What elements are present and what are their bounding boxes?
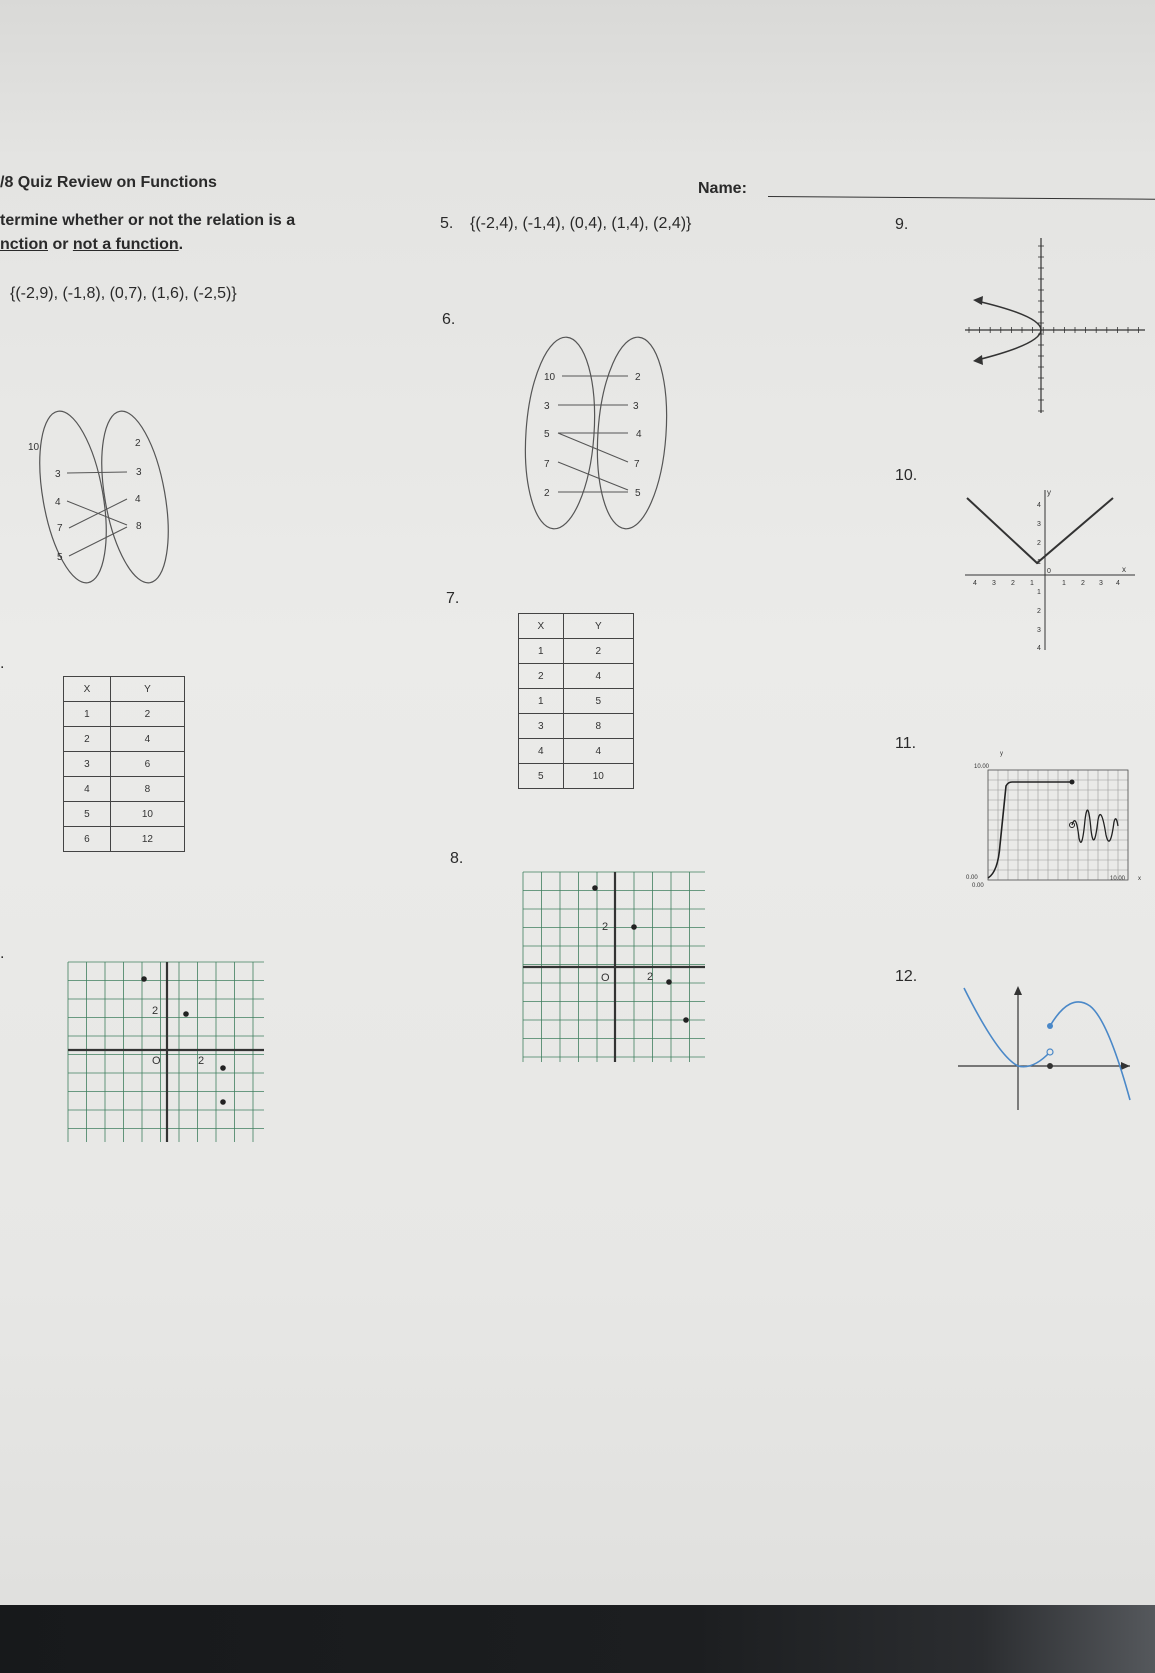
svg-text:4: 4 (1116, 580, 1120, 587)
svg-text:1: 1 (1037, 559, 1041, 566)
q7-number: 7. (446, 590, 460, 607)
table-row (519, 739, 634, 764)
table-cell: 4 (64, 777, 111, 802)
table-cell: 3 (64, 752, 111, 777)
table-cell: 1 (64, 702, 111, 727)
q4-point (220, 1065, 226, 1071)
q8-point (666, 979, 672, 985)
table-row (519, 614, 634, 639)
q11-origin-x: 0.00 (972, 883, 984, 889)
table-cell: 6 (110, 752, 184, 777)
svg-text:2: 2 (1037, 540, 1041, 547)
table-row (519, 664, 634, 689)
q4-origin: O (152, 1055, 161, 1067)
svg-text:2: 2 (1037, 608, 1041, 615)
table-cell: 2 (110, 702, 184, 727)
q4-point (183, 1011, 189, 1017)
svg-text:4: 4 (1037, 645, 1041, 652)
table-cell: 3 (519, 714, 564, 739)
q12-piecewise-curve-graph (958, 982, 1138, 1112)
q11-y-label: y (1000, 751, 1003, 757)
svg-text:0: 0 (1047, 568, 1051, 575)
q2-range-1: 3 (136, 467, 142, 478)
table-cell: 10 (110, 802, 184, 827)
q4-number: . (0, 945, 5, 962)
q6-domain-4: 2 (544, 488, 550, 499)
q6-range-1: 3 (633, 401, 639, 412)
table-surface (0, 1605, 1155, 1673)
q11-origin-y: 0.00 (966, 875, 978, 881)
q4-x-tick: 2 (198, 1055, 205, 1067)
worksheet-title: /8 Quiz Review on Functions (0, 174, 217, 191)
q8-point (592, 885, 598, 891)
q7-header-y: Y (563, 614, 633, 639)
table-row (64, 802, 185, 827)
q9-number: 9. (895, 216, 909, 233)
q2-domain-0: 10 (28, 442, 40, 453)
q4-point (220, 1099, 226, 1105)
table-row (64, 727, 185, 752)
table-row (64, 752, 185, 777)
table-row (519, 714, 634, 739)
table-cell: 6 (64, 827, 111, 852)
table-cell: 2 (519, 664, 564, 689)
q6-range-3: 7 (634, 459, 640, 470)
q12-number: 12. (895, 968, 918, 985)
q2-domain-4: 5 (57, 552, 63, 563)
q6-mapping-diagram (520, 330, 685, 535)
svg-text:1: 1 (1062, 580, 1066, 587)
q8-x-tick: 2 (647, 971, 654, 983)
q8-origin: O (601, 972, 610, 984)
q3-header-y: Y (110, 677, 184, 702)
instructions-not-function: not a function (72, 236, 179, 253)
q7-table (518, 613, 634, 789)
table-row (64, 702, 185, 727)
q6-number: 6. (442, 311, 456, 328)
instructions-period: . (178, 236, 184, 253)
q11-x-label: x (1138, 876, 1141, 882)
instructions-or: or (48, 236, 73, 253)
table-row (519, 689, 634, 714)
q7-header-x: X (519, 614, 564, 639)
table-cell: 8 (563, 714, 633, 739)
instructions-line-2 (0, 236, 183, 254)
table-row (64, 777, 185, 802)
table-cell: 4 (563, 739, 633, 764)
q3-header-x: X (64, 677, 111, 702)
svg-text:2: 2 (1011, 580, 1015, 587)
q2-range-2: 4 (135, 494, 141, 505)
table-cell: 1 (519, 639, 564, 664)
name-label: Name: (698, 180, 747, 197)
q11-number: 11. (895, 735, 917, 752)
q8-number: 8. (450, 850, 464, 867)
svg-text:3: 3 (1037, 521, 1041, 528)
svg-text:4: 4 (1037, 502, 1041, 509)
q8-y-tick: 2 (602, 921, 609, 933)
table-cell: 4 (563, 664, 633, 689)
svg-text:4: 4 (973, 580, 977, 587)
svg-text:3: 3 (1037, 627, 1041, 634)
table-cell: 5 (563, 689, 633, 714)
q8-point-grid (523, 872, 705, 1062)
q5-number: 5. (440, 215, 454, 232)
table-cell: 10 (563, 764, 633, 789)
table-cell: 5 (64, 802, 111, 827)
q11-piecewise-graph (960, 750, 1150, 895)
q10-absolute-value-graph (965, 490, 1135, 650)
q3-number: . (0, 655, 5, 672)
q3-table (63, 676, 185, 852)
instructions-line-1: termine whether or not the relation is a (0, 212, 296, 229)
q11-y-top: 10.00 (974, 764, 990, 770)
q2-range-3: 8 (136, 521, 142, 532)
q10-x-axis-label: x (1122, 565, 1126, 574)
q6-range-2: 4 (636, 429, 642, 440)
q6-range-0: 2 (635, 372, 641, 383)
table-cell: 8 (110, 777, 184, 802)
q10-number: 10. (895, 467, 918, 484)
q11-x-right: 10.00 (1110, 876, 1126, 882)
q4-point (141, 976, 147, 982)
svg-text:1: 1 (1030, 580, 1034, 587)
q5-relation: {(-2,4), (-1,4), (0,4), (1,4), (2,4)} (470, 215, 692, 232)
q4-y-tick: 2 (152, 1005, 159, 1017)
table-cell: 2 (563, 639, 633, 664)
table-row (64, 677, 185, 702)
table-row (519, 764, 634, 789)
q4-point-grid (68, 962, 264, 1142)
svg-text:3: 3 (1099, 580, 1103, 587)
table-cell: 2 (64, 727, 111, 752)
instructions-function: nction (0, 236, 48, 253)
table-cell: 4 (110, 727, 184, 752)
q1-relation: {(-2,9), (-1,8), (0,7), (1,6), (-2,5)} (10, 285, 237, 302)
q2-mapping-diagram (25, 405, 185, 595)
q10-y-axis-label: y (1047, 488, 1051, 497)
table-cell: 12 (110, 827, 184, 852)
q8-point (631, 924, 637, 930)
q2-range-0: 2 (135, 438, 141, 449)
q2-domain-1: 3 (55, 469, 61, 480)
q6-domain-2: 5 (544, 429, 550, 440)
q6-domain-0: 10 (544, 372, 556, 383)
q6-domain-1: 3 (544, 401, 550, 412)
q6-range-4: 5 (635, 488, 641, 499)
q6-domain-3: 7 (544, 459, 550, 470)
svg-text:3: 3 (992, 580, 996, 587)
svg-text:1: 1 (1037, 589, 1041, 596)
q2-domain-2: 4 (55, 497, 61, 508)
q9-sideways-parabola-graph (965, 238, 1145, 413)
table-cell: 1 (519, 689, 564, 714)
q8-point (683, 1017, 689, 1023)
q2-domain-3: 7 (57, 523, 63, 534)
table-row (64, 827, 185, 852)
table-row (519, 639, 634, 664)
table-cell: 5 (519, 764, 564, 789)
svg-text:2: 2 (1081, 580, 1085, 587)
table-cell: 4 (519, 739, 564, 764)
